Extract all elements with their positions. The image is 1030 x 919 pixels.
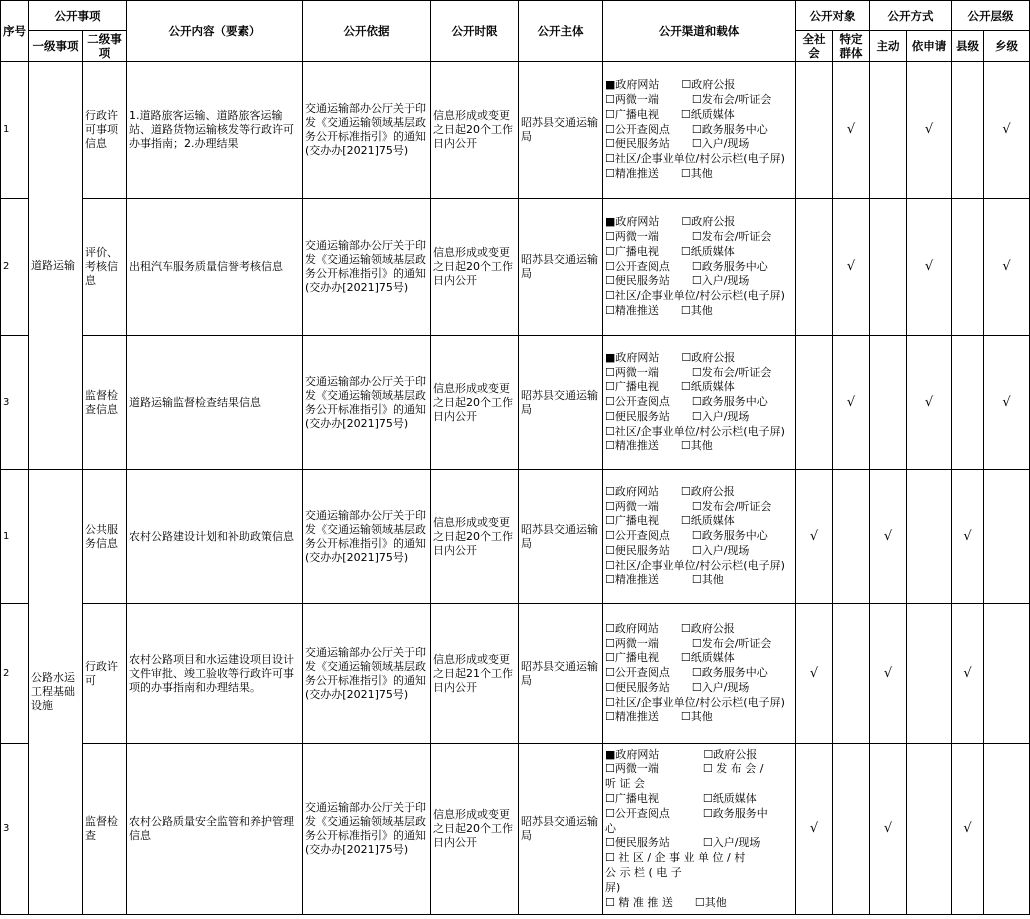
check-level-county: √ (952, 470, 984, 604)
header-channels: 公开渠道和载体 (603, 1, 796, 62)
header-subject: 公开主体 (519, 1, 603, 62)
row-subject: 昭苏县交通运输局 (519, 744, 603, 915)
header-target: 公开对象 (796, 1, 870, 31)
check-method-apply (907, 604, 952, 744)
channel-line: 公 示 栏 ( 电 子 (605, 865, 682, 879)
check-method-active (870, 62, 907, 199)
channel-line: ☐社区/企事业单位/村公示栏(电子屏) (605, 424, 785, 438)
check-target-specific: √ (833, 62, 870, 199)
channel-line: ☐两微一端 ☐发布会/听证会 (605, 230, 772, 243)
row-content: 1.道路旅客运输、道路旅客运输站、道路货物运输核发等行政许可办事指南；2.办理结果 (127, 62, 303, 199)
check-level-county: √ (952, 744, 984, 915)
row-level2: 评价、考核信息 (83, 199, 127, 336)
table-row (1, 62, 1030, 199)
channel-line: 心 (605, 821, 616, 835)
channel-line: ■政府网站 ☐政府公报 (605, 78, 736, 92)
check-method-active (870, 336, 907, 470)
header-basis: 公开依据 (303, 1, 431, 62)
row-channels (603, 62, 796, 199)
channel-line: ■政府网站 ☐政府公报 (605, 215, 736, 229)
channel-line: ☐公开查阅点 ☐政务服务中心 (605, 122, 768, 136)
channel-line: ☐广播电视 ☐纸质媒体 (605, 651, 735, 665)
check-level-town: √ (984, 62, 1030, 199)
check-method-active: √ (870, 604, 907, 744)
group-road-transport: 道路运输 (29, 62, 83, 470)
header-method-apply: 依申请 (907, 31, 952, 62)
check-target-all: √ (796, 744, 833, 915)
group-highway-waterway: 公路水运工程基础设施 (29, 470, 83, 915)
row-content: 出租汽车服务质量信誉考核信息 (127, 199, 303, 336)
row-subject: 昭苏县交通运输局 (519, 62, 603, 199)
row-level2: 公共服务信息 (83, 470, 127, 604)
row-time-limit: 信息形成或变更之日起21个工作日内公开 (431, 604, 519, 744)
header-content: 公开内容（要素） (127, 1, 303, 62)
check-target-all (796, 62, 833, 199)
row-seq: 3 (1, 336, 29, 470)
row-subject: 昭苏县交通运输局 (519, 470, 603, 604)
row-level2: 行政许可 (83, 604, 127, 744)
check-target-specific (833, 744, 870, 915)
check-method-active: √ (870, 744, 907, 915)
header-target-specific: 特定群体 (833, 31, 870, 62)
channel-line: ☐便民服务站 ☐入户/现场 (605, 543, 750, 557)
row-time-limit: 信息形成或变更之日起20个工作日内公开 (431, 199, 519, 336)
channel-line: ☐广播电视 ☐纸质媒体 (605, 792, 757, 805)
row-seq: 1 (1, 470, 29, 604)
header-method: 公开方式 (870, 1, 952, 31)
check-method-active (870, 199, 907, 336)
check-level-town (984, 470, 1030, 604)
channel-line: ☐便民服务站 ☐入户/现场 (605, 409, 750, 423)
row-basis: 交通运输部办公厅关于印发《交通运输领域基层政务公开标准指引》的通知(交办办[2021]75号) (303, 604, 431, 744)
row-time-limit: 信息形成或变更之日起20个工作日内公开 (431, 62, 519, 199)
check-level-town: √ (984, 336, 1030, 470)
row-subject: 昭苏县交通运输局 (519, 604, 603, 744)
channel-line: ☐社区/企事业单位/村公示栏(电子屏) (605, 152, 785, 166)
channel-line: ☐两微一端 ☐发布会/听证会 (605, 499, 772, 513)
check-level-town (984, 604, 1030, 744)
check-level-county (952, 62, 984, 199)
row-seq: 2 (1, 199, 29, 336)
channel-line: ☐两微一端 ☐发布会/听证会 (605, 365, 772, 379)
channel-line: 屏) (605, 880, 621, 894)
row-content: 农村公路质量安全监管和养护管理信息 (127, 744, 303, 915)
channel-line: ☐广播电视 ☐纸质媒体 (605, 244, 735, 258)
check-level-county (952, 199, 984, 336)
table-row (1, 470, 1030, 604)
row-content: 农村公路项目和水运建设项目设计文件审批、竣工验收等行政许可事项的办事指南和办理结果。 (127, 604, 303, 744)
row-basis: 交通运输部办公厅关于印发《交通运输领域基层政务公开标准指引》的通知(交办办[2021]75号) (303, 336, 431, 470)
table-row (1, 336, 1030, 470)
header-level2: 二级事项 (83, 31, 127, 62)
check-method-apply: √ (907, 62, 952, 199)
channel-line: ☐社区/企事业单位/村公示栏(电子屏) (605, 289, 785, 303)
channel-line: ☐广播电视 ☐纸质媒体 (605, 514, 735, 528)
row-subject: 昭苏县交通运输局 (519, 336, 603, 470)
check-target-specific: √ (833, 199, 870, 336)
channel-line: ☐精准推送 ☐其他 (605, 710, 713, 724)
channel-line: ■政府网站 ☐政府公报 (605, 747, 758, 761)
channel-line: ☐公开查阅点 ☐政务服务中心 (605, 395, 768, 409)
channel-line: ☐两微一端 ☐发布会/听证会 (605, 93, 772, 106)
row-channels (603, 199, 796, 336)
channel-line: ☐精准推送 ☐其他 (605, 303, 713, 317)
table-row (1, 199, 1030, 336)
check-target-all: √ (796, 470, 833, 604)
channel-line: ☐社区/企事业单位/村公示栏(电子屏) (605, 558, 785, 572)
row-content: 农村公路建设计划和补助政策信息 (127, 470, 303, 604)
header-target-all: 全社会 (796, 31, 833, 62)
channel-line: ☐公开查阅点 ☐政务服务中心 (605, 259, 768, 273)
channel-line: ☐两微一端 ☐发布会/听证会 (605, 636, 772, 650)
channel-line: ☐政府网站 ☐政府公报 (605, 484, 735, 498)
header-row-1 (1, 1, 1030, 31)
channel-line: ☐广播电视 ☐纸质媒体 (605, 107, 735, 121)
row-level2: 监督检查信息 (83, 336, 127, 470)
row-channels (603, 604, 796, 744)
check-target-all (796, 199, 833, 336)
channel-line: ☐广播电视 ☐纸质媒体 (605, 380, 735, 394)
row-time-limit: 信息形成或变更之日起20个工作日内公开 (431, 744, 519, 915)
channel-line: ■政府网站 ☐政府公报 (605, 350, 736, 364)
header-level-town: 乡级 (984, 31, 1030, 62)
check-level-county (952, 336, 984, 470)
row-time-limit: 信息形成或变更之日起20个工作日内公开 (431, 470, 519, 604)
channel-line: ☐两微一端 ☐ 发 布 会 / (605, 762, 764, 776)
channel-line: ☐政府网站 ☐政府公报 (605, 621, 735, 635)
row-level2: 行政许可事项信息 (83, 62, 127, 199)
channel-line: ☐精准推送 ☐其他 (605, 166, 713, 180)
channel-line: ☐公开查阅点 ☐政务服务中 (605, 806, 768, 820)
check-method-apply (907, 470, 952, 604)
row-basis: 交通运输部办公厅关于印发《交通运输领域基层政务公开标准指引》的通知(交办办[2021]75号) (303, 199, 431, 336)
check-method-active: √ (870, 470, 907, 604)
row-seq: 3 (1, 744, 29, 915)
row-basis: 交通运输部办公厅关于印发《交通运输领域基层政务公开标准指引》的通知(交办办[2021]75号) (303, 744, 431, 915)
header-level1: 一级事项 (29, 31, 83, 62)
channel-line: ☐便民服务站 ☐入户/现场 (605, 137, 750, 151)
row-basis: 交通运输部办公厅关于印发《交通运输领域基层政务公开标准指引》的通知(交办办[2021]75号) (303, 470, 431, 604)
channel-line: ☐社区/企事业单位/村公示栏(电子屏) (605, 695, 785, 709)
check-level-town (984, 744, 1030, 915)
header-matter: 公开事项 (29, 1, 127, 31)
channel-line: ☐便民服务站 ☐入户/现场 (605, 836, 761, 850)
channel-line: ☐精准推送 ☐其他 (605, 439, 713, 453)
check-method-apply: √ (907, 336, 952, 470)
channel-line: ☐公开查阅点 ☐政务服务中心 (605, 666, 768, 680)
row-basis: 交通运输部办公厅关于印发《交通运输领域基层政务公开标准指引》的通知(交办办[2021]75号) (303, 62, 431, 199)
table-row (1, 744, 1030, 915)
row-subject: 昭苏县交通运输局 (519, 199, 603, 336)
header-seq: 序号 (1, 1, 29, 62)
row-time-limit: 信息形成或变更之日起20个工作日内公开 (431, 336, 519, 470)
row-channels (603, 744, 796, 915)
row-level2: 监督检查 (83, 744, 127, 915)
check-target-specific (833, 470, 870, 604)
channel-line: ☐精准推送 ☐其他 (605, 573, 724, 587)
check-target-specific (833, 604, 870, 744)
header-time-limit: 公开时限 (431, 1, 519, 62)
channel-line: ☐ 精 准 推 送 ☐其他 (605, 895, 727, 909)
check-target-all: √ (796, 604, 833, 744)
row-channels (603, 336, 796, 470)
row-channels (603, 470, 796, 604)
header-method-active: 主动 (870, 31, 907, 62)
header-level-county: 县级 (952, 31, 984, 62)
channel-line: ☐ 社 区 / 企 事 业 单 位 / 村 (605, 851, 746, 865)
table-row (1, 604, 1030, 744)
check-target-specific: √ (833, 336, 870, 470)
channel-line: ☐便民服务站 ☐入户/现场 (605, 274, 750, 288)
row-content: 道路运输监督检查结果信息 (127, 336, 303, 470)
header-level: 公开层级 (952, 1, 1030, 31)
check-level-town: √ (984, 199, 1030, 336)
channel-line: 听 证 会 (605, 777, 645, 791)
check-method-apply (907, 744, 952, 915)
channel-line: ☐公开查阅点 ☐政务服务中心 (605, 529, 768, 543)
check-method-apply: √ (907, 199, 952, 336)
row-seq: 1 (1, 62, 29, 199)
channel-line: ☐便民服务站 ☐入户/现场 (605, 680, 750, 694)
check-target-all (796, 336, 833, 470)
row-seq: 2 (1, 604, 29, 744)
check-level-county: √ (952, 604, 984, 744)
